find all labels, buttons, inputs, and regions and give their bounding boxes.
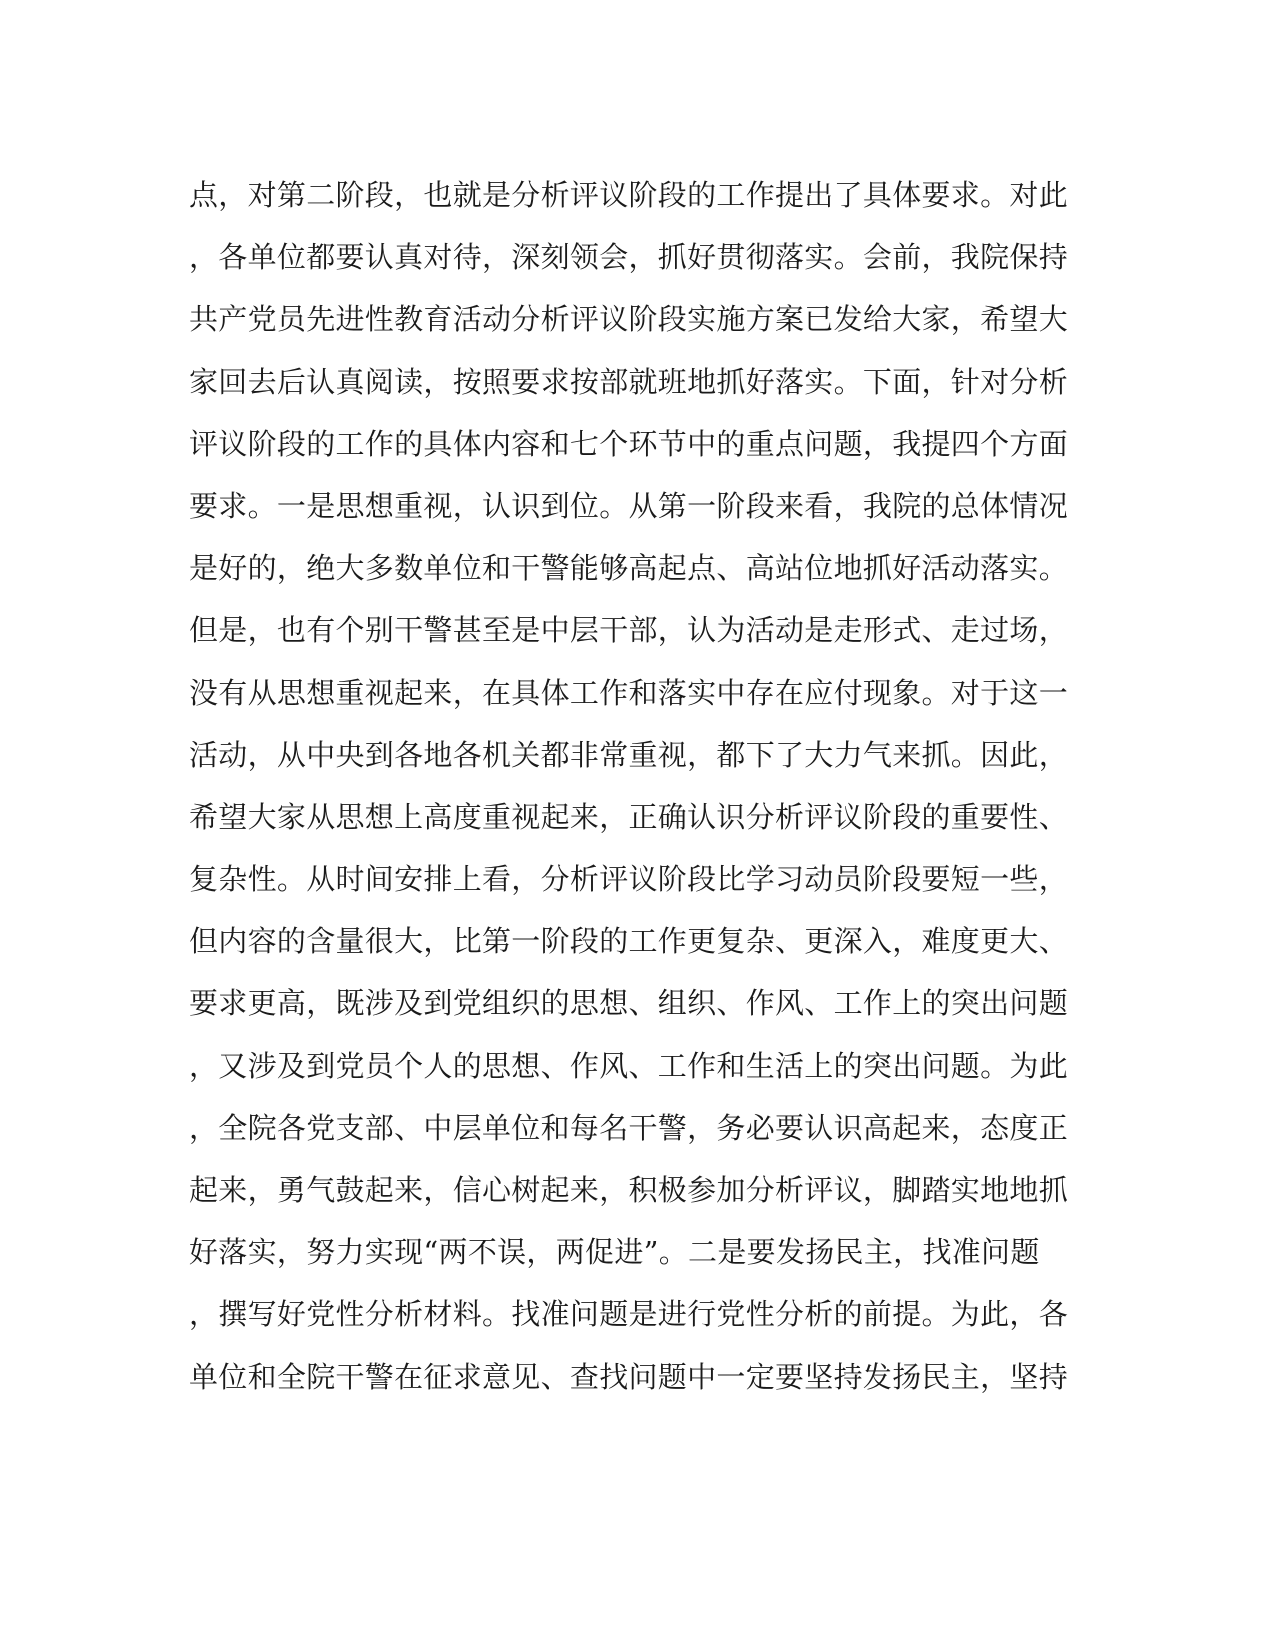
text-line: 好落实，努力实现“两不误，两促进”。二是要发扬民主，找准问题: [189, 1235, 1040, 1270]
text-line: ，又涉及到党员个人的思想、作风、工作和生活上的突出问题。为此: [189, 1048, 1069, 1083]
text-line: 没有从思想重视起来，在具体工作和落实中存在应付现象。对于这一: [189, 675, 1069, 710]
text-line: ，全院各党支部、中层单位和每名干警，务必要认识高起来，态度正: [189, 1110, 1069, 1145]
text-line: 家回去后认真阅读，按照要求按部就班地抓好落实。下面，针对分析: [189, 364, 1069, 399]
text-line: 评议阶段的工作的具体内容和七个环节中的重点问题，我提四个方面: [189, 426, 1069, 461]
text-line: 是好的，绝大多数单位和干警能够高起点、高站位地抓好活动落实。: [189, 551, 1069, 586]
text-line: 但是，也有个别干警甚至是中层干部，认为活动是走形式、走过场，: [189, 613, 1069, 648]
text-line: 起来，勇气鼓起来，信心树起来，积极参加分析评议，脚踏实地地抓: [189, 1173, 1069, 1207]
text-line: 共产党员先进性教育活动分析评议阶段实施方案已发给大家，希望大: [189, 302, 1069, 337]
text-line: 单位和全院干警在征求意见、查找问题中一定要坚持发扬民主，坚持: [189, 1359, 1069, 1394]
text-line: ，各单位都要认真对待，深刻领会，抓好贯彻落实。会前，我院保持: [189, 240, 1069, 275]
text-line: 希望大家从思想上高度重视起来，正确认识分析评议阶段的重要性、: [189, 799, 1069, 834]
text-line: 点，对第二阶段，也就是分析评议阶段的工作提出了具体要求。对此: [189, 178, 1069, 212]
text-line: 活动，从中央到各地各机关都非常重视，都下了大力气来抓。因此，: [189, 737, 1069, 772]
text-line: 复杂性。从时间安排上看，分析评议阶段比学习动员阶段要短一些，: [189, 862, 1069, 897]
text-line: 要求更高，既涉及到党组织的思想、组织、作风、工作上的突出问题: [189, 986, 1069, 1021]
body-text: [189, 164, 1069, 1408]
text-line: ，撰写好党性分析材料。找准问题是进行党性分析的前提。为此，各: [189, 1297, 1069, 1332]
text-line: 但内容的含量很大，比第一阶段的工作更复杂、更深入，难度更大、: [189, 924, 1069, 959]
text-line: 要求。一是思想重视，认识到位。从第一阶段来看，我院的总体情况: [189, 488, 1069, 523]
